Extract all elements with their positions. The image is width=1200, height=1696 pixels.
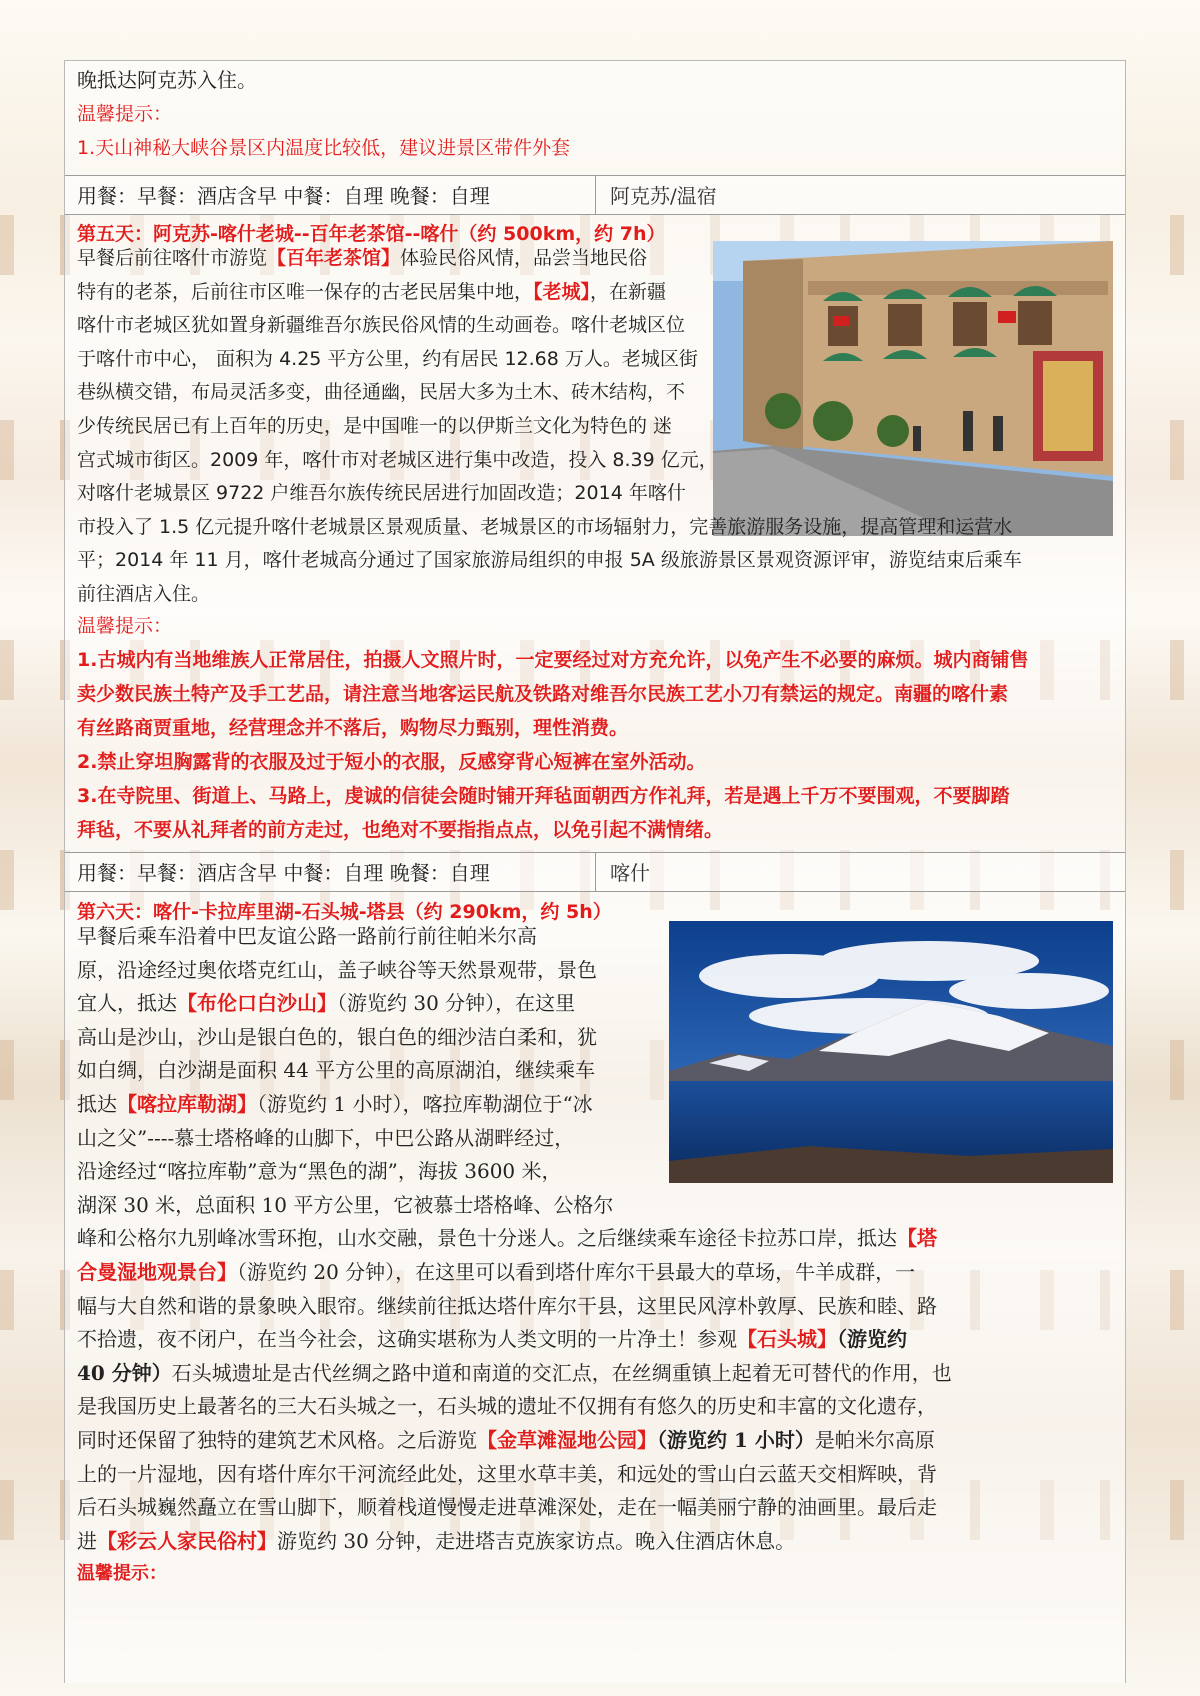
paragraph-line [77, 1255, 915, 1290]
paragraph-line [77, 1053, 595, 1088]
text-segment: 游览约 30 分钟，走进塔吉克族家访点。晚入住酒店休息。 [277, 1528, 796, 1553]
text-segment: （游览约 30 分钟），在这里 [337, 991, 576, 1016]
text-segment: 【百年老茶馆】 [267, 247, 401, 269]
tip-item: 卖少数民族土特产及手工艺品，请注意当地客运民航及铁路对维吾尔民族工艺小刀有禁运的规定。南疆的喀什素 [77, 683, 1009, 705]
text-segment: 前往酒店入住。 [77, 583, 211, 605]
paragraph-line [77, 1356, 952, 1391]
text-segment: 抵达 [77, 1092, 117, 1116]
paragraph-line [77, 543, 1022, 578]
meals-text: 用餐：早餐：酒店含早 中餐：自理 晚餐：自理 [77, 184, 490, 208]
paragraph-line [77, 476, 686, 511]
tip-title: 温馨提示： [77, 1563, 167, 1584]
paragraph-line [77, 919, 537, 954]
text-segment: 是帕米尔高原 [814, 1428, 935, 1452]
text-segment: 合曼湿地观景台】 [77, 1260, 237, 1284]
paragraph-line [77, 1154, 562, 1189]
text-segment: 【塔 [897, 1226, 937, 1251]
kashgar-old-town-photo [713, 241, 1113, 536]
paragraph-line [77, 308, 685, 343]
text-segment: 不拾遗，夜不闭户，在当今社会，这确实堪称为人类文明的一片净土！参观 [77, 1327, 737, 1352]
paragraph-line [77, 1524, 795, 1559]
paragraph-line [77, 1188, 613, 1223]
text-segment: 沿途经过“喀拉库勒”意为“黑色的湖”，海拔 3600 米， [77, 1159, 562, 1184]
text-segment: 同时还保留了独特的建筑艺术风格。之后游览 [77, 1428, 477, 1452]
text-segment: （游览约 1 小时） [657, 1428, 815, 1452]
day6-title: 第六天：喀什-卡拉库里湖-石头城-塔县（约 290km，约 5h） [77, 901, 612, 923]
paragraph-line [77, 1289, 937, 1324]
text-segment: ，在新疆 [590, 280, 667, 303]
hotel-text: 喀什 [610, 861, 650, 885]
text-segment: 于喀什市中心， 面积为 4.25 平方公里，约有居民 12.68 万人。老城区街 [77, 347, 698, 370]
paragraph-line [77, 443, 718, 478]
paragraph-line [77, 510, 1012, 545]
text-segment: 【布伦口白沙山】 [177, 991, 337, 1016]
text-segment: 如白绸，白沙湖是面积 44 平方公里的高原湖泊，继续乘车 [77, 1058, 596, 1083]
day5-title: 第五天：阿克苏-喀什老城--百年老茶馆--喀什（约 500km，约 7h） [77, 223, 666, 245]
text-segment: 是我国历史上最著名的三大石头城之一，石头城的遗址不仅拥有有悠久的历史和丰富的文化遗存， [77, 1394, 937, 1419]
karakul-lake-photo [669, 921, 1113, 1183]
text-segment: 【彩云人家民俗村】 [97, 1528, 277, 1553]
text-segment: 早餐后前往喀什市游览 [77, 247, 268, 269]
text-segment: 进 [77, 1528, 97, 1553]
text-segment: 【老城】 [533, 280, 591, 303]
text-segment: 少传统民居已有上百年的历史，是中国唯一的以伊斯兰文化为特色的 迷 [77, 415, 673, 437]
itinerary-page [64, 60, 1126, 1683]
text-segment: （游览约 20 分钟），在这里可以看到塔什库尔干县最大的草场，牛羊成群，一 [237, 1260, 916, 1284]
text-segment: 后石头城巍然矗立在雪山脚下，顺着栈道慢慢走进草滩深处，走在一幅美丽宁静的油画里。最后走 [77, 1495, 937, 1520]
text-segment: 幅与大自然和谐的景象映入眼帘。继续前往抵达塔什库尔干县，这里民风淳朴敦厚、民族和睦、路 [77, 1293, 937, 1318]
paragraph-line [77, 1322, 907, 1357]
paragraph-line [77, 1389, 937, 1424]
text-segment: 【喀拉库勒湖】 [117, 1092, 257, 1116]
text-segment: 巷纵横交错，布局灵活多变，曲径通幽，民居大多为土木、砖木结构，不 [77, 381, 686, 404]
text-segment: 湖深 30 米，总面积 10 平方公里，它被慕士塔格峰、公格尔 [77, 1192, 614, 1217]
text-segment: 【石头城】 [737, 1327, 837, 1352]
text-segment: 上的一片湿地，因有塔什库尔干河流经此处，这里水草丰美，和远处的雪山白云蓝天交相辉映，背 [77, 1461, 937, 1486]
text-segment: 早餐后乘车沿着中巴友谊公路一路前行前往帕米尔高 [77, 924, 537, 948]
tip-item: 1.天山神秘大峡谷景区内温度比较低，建议进景区带件外套 [77, 137, 571, 159]
text-segment: 特有的老茶，后前往市区唯一保存的古老民居集中地， [77, 280, 534, 303]
text-segment: 市投入了 1.5 亿元提升喀什老城景区景观质量、老城景区的市场辐射力，完善旅游服务设施，提高管理和运营水 [77, 515, 1013, 538]
text-segment: 【金草滩湿地公园】 [477, 1428, 657, 1452]
meals-text: 用餐：早餐：酒店含早 中餐：自理 晚餐：自理 [77, 861, 490, 885]
text-segment: （游览约 [837, 1327, 907, 1352]
paragraph-line [77, 953, 597, 988]
text-segment: 体验民俗风情，品尝当地民俗 [400, 247, 648, 269]
paragraph-line [77, 1020, 597, 1055]
text-segment: 40 分钟） [77, 1360, 172, 1385]
paragraph-line [77, 986, 575, 1021]
tip-item: 1.古城内有当地维族人正常居住，拍摄人文照片时，一定要经过对方充允许，以免产生不必要的麻烦。城内商铺售 [77, 649, 1029, 671]
paragraph-line [77, 1087, 593, 1122]
paragraph-line [77, 275, 666, 310]
paragraph-line [77, 241, 647, 276]
text-segment: 喀什市老城区犹如置身新疆维吾尔族民俗风情的生动画卷。喀什老城区位 [77, 314, 686, 337]
paragraph-line [77, 577, 210, 612]
tip-title: 温馨提示： [77, 103, 173, 125]
text-segment: 平；2014 年 11 月，喀什老城高分通过了国家旅游局组织的申报 5A 级旅游景区景观资源评审，游览结束后乘车 [77, 549, 1022, 572]
text-segment: （游览约 1 小时），喀拉库勒湖位于“冰 [257, 1092, 593, 1116]
paragraph-line [77, 342, 698, 377]
text-segment: 山之父”----慕士塔格峰的山脚下，中巴公路从湖畔经过， [77, 1125, 575, 1150]
tip-item: 有丝路商贾重地，经营理念并不落后，购物尽力甄别，理性消费。 [77, 717, 629, 739]
text-segment: 峰和公格尔九别峰冰雪环抱，山水交融，景色十分迷人。之后继续乘车途径卡拉苏口岸，抵达 [77, 1226, 897, 1251]
text-segment: 原，沿途经过奥依塔克红山，盖子峡谷等天然景观带，景色 [77, 957, 597, 982]
paragraph-line [77, 375, 685, 410]
hotel-text: 阿克苏/温宿 [610, 184, 717, 208]
paragraph-line [77, 1490, 937, 1525]
text-segment: 对喀什老城景区 9722 户维吾尔族传统民居进行加固改造；2014 年喀什 [77, 482, 686, 505]
paragraph-line [77, 1221, 937, 1256]
meals-row [65, 175, 1125, 215]
paragraph-line [77, 1423, 935, 1458]
arrival-line: 晚抵达阿克苏入住。 [77, 68, 257, 92]
text-segment: 高山是沙山，沙山是银白色的，银白色的细沙洁白柔和，犹 [77, 1024, 597, 1049]
tip-item: 拜毡，不要从礼拜者的前方走过，也绝对不要指指点点，以免引起不满情绪。 [77, 819, 724, 841]
paragraph-line [77, 1457, 937, 1492]
tip-item: 2.禁止穿坦胸露背的衣服及过于短小的衣服，反感穿背心短裤在室外活动。 [77, 751, 706, 773]
text-segment: 宜人，抵达 [77, 991, 177, 1016]
paragraph-line [77, 409, 672, 444]
paragraph-line [77, 1121, 574, 1156]
meals-row [65, 852, 1125, 892]
text-segment: 宫式城市街区。2009 年，喀什市对老城区进行集中改造，投入 8.39 亿元， [77, 448, 718, 471]
tip-item: 3.在寺院里、街道上、马路上，虔诚的信徒会随时铺开拜毡面朝西方作礼拜，若是遇上千万不要围观，不要脚踏 [77, 785, 1010, 807]
text-segment: 石头城遗址是古代丝绸之路中道和南道的交汇点，在丝绸重镇上起着无可替代的作用，也 [171, 1360, 952, 1385]
tip-title: 温馨提示： [77, 615, 173, 637]
